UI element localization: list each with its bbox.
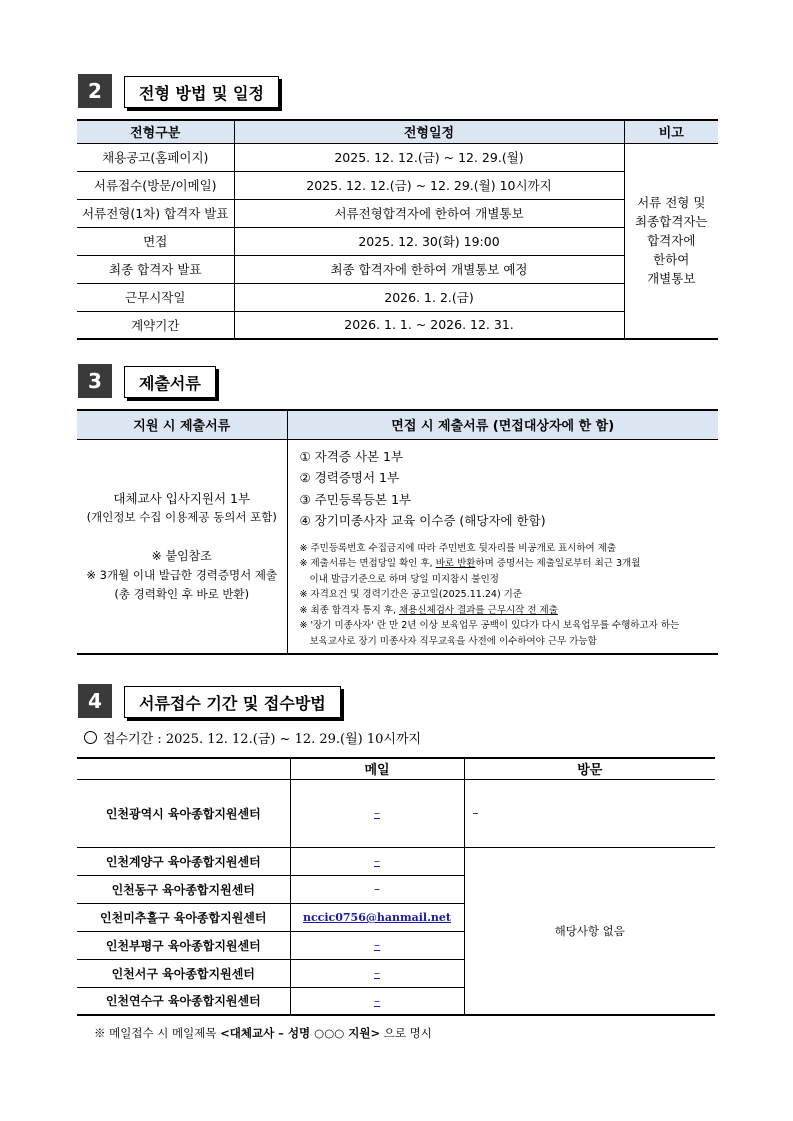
header-apply-docs: 지원 시 제출서류 [77,410,287,439]
doc-note: ※ 제출서류는 면접당일 확인 후, 바로 반환하며 증명서는 제출일로부터 최근 3개월 [299,558,641,569]
interview-doc-item: ① 자격증 사본 1부 [299,448,404,464]
cell-visit: – [464,779,715,847]
apply-doc-line: ※ 3개월 이내 발급한 경력증명서 제출 [86,567,278,582]
header-visit: 방문 [464,758,715,779]
circle-bullet-icon [84,731,97,744]
table-row [77,779,715,847]
schedule-table [77,119,718,340]
section-3-title: 제출서류 [124,366,216,398]
cell-mail [290,931,464,959]
cell-schedule: 2025. 12. 12.(금) ~ 12. 29.(월) 10시까지 [234,171,624,199]
submission-period-text: 접수기간 : 2025. 12. 12.(금) ~ 12. 29.(월) 10시까지 [103,732,422,747]
section-2-title: 전형 방법 및 일정 [124,76,279,108]
interview-doc-item: ③ 주민등록등본 1부 [299,491,412,507]
header-mail: 메일 [290,758,464,779]
section-2-header [78,74,318,108]
cell-category: 최종 합격자 발표 [77,255,234,283]
submission-period [84,728,421,747]
section-4-title: 서류접수 기간 및 접수방법 [124,686,341,718]
header-interview-docs: 면접 시 제출서류 (면접대상자에 한 함) [287,410,718,439]
table-row [77,847,715,875]
cell-schedule: 최종 합격자에 한하여 개별통보 예정 [234,255,624,283]
table-row [77,171,718,199]
section-2-number: 2 [78,74,112,108]
documents-table [77,409,718,655]
cell-org: 인천서구 육아종합지원센터 [77,959,290,987]
cell-category: 면접 [77,227,234,255]
cell-category: 채용공고(홈페이지) [77,143,234,171]
doc-note: 이내 발급기준으로 하며 당일 미지참시 불인정 [309,573,499,585]
mail-link[interactable]: – [374,854,380,868]
cell-note [624,143,718,339]
cell-org: 인천광역시 육아종합지원센터 [77,779,290,847]
mail-link[interactable]: – [374,993,380,1008]
header-note: 비고 [624,120,718,143]
mail-link[interactable]: – [374,966,380,980]
cell-schedule: 서류전형합격자에 한하여 개별통보 [234,199,624,227]
email-subject-footnote: ※ 메일접수 시 메일제목 <대체교사 – 성명 ○○○ 지원> 으로 명시 [94,1026,432,1040]
cell-schedule: 2026. 1. 2.(금) [234,283,624,311]
cell-mail [290,903,464,931]
doc-note: ※ '장기 미종사자' 란 만 2년 이상 보육업무 공백이 있다가 다시 보육업무를 수행하고자 하는 [299,620,680,631]
cell-mail [290,959,464,987]
cell-category: 근무시작일 [77,283,234,311]
cell-schedule: 2026. 1. 1. ~ 2026. 12. 31. [234,311,624,339]
cell-category: 서류전형(1차) 합격자 발표 [77,199,234,227]
apply-doc-line: (총 경력확인 후 바로 반환) [114,586,250,601]
apply-docs-cell [77,439,287,654]
apply-doc-line: (개인정보 수집 이용제공 동의서 포함) [86,509,277,524]
note-line: 개별통보 [647,271,696,287]
apply-doc-line: ※ 붙임참조 [151,548,212,563]
doc-note: ※ 최종 합격자 통지 후, 채용신체검사 결과를 근무시작 전 제출 [299,604,558,616]
cell-category: 서류접수(방문/이메일) [77,171,234,199]
cell-schedule: 2025. 12. 30(화) 19:00 [234,227,624,255]
table-row [77,227,718,255]
table-row [77,255,718,283]
section-3-header [78,364,258,398]
header-schedule: 전형일정 [234,120,624,143]
cell-org: 인천동구 육아종합지원센터 [77,875,290,903]
cell-org: 인천연수구 육아종합지원센터 [77,987,290,1015]
mail-link[interactable]: – [374,806,380,820]
note-line: 서류 전형 및 [637,195,706,211]
cell-category: 계약기간 [77,311,234,339]
submission-table [77,757,715,1016]
cell-org: 인천계양구 육아종합지원센터 [77,847,290,875]
interview-doc-item: ④ 장기미종사자 교육 이수증 (해당자에 한함) [299,513,546,528]
doc-note: ※ 자격요건 및 경력기간은 공고일(2025.11.24) 기준 [299,589,523,600]
cell-org: 인천미추홀구 육아종합지원센터 [77,903,290,931]
table-row [77,311,718,339]
header-org [77,758,290,779]
cell-org: 인천부평구 육아종합지원센터 [77,931,290,959]
note-line: 합격자에 [647,233,696,249]
cell-mail [290,779,464,847]
doc-note: 보육교사로 장기 미종사자 직무교육을 사전에 이수하여야 근무 가능함 [309,635,597,647]
section-3-number: 3 [78,364,112,398]
interview-doc-item: ② 경력증명서 1부 [299,470,400,485]
section-4-header [78,684,378,718]
note-line: 한하여 [653,252,690,268]
cell-mail [290,987,464,1015]
mail-link[interactable]: – [374,938,380,952]
table-row [77,283,718,311]
table-row [77,143,718,171]
note-line: 최종합격자는 [635,214,708,230]
interview-docs-cell [287,439,718,654]
doc-note: ※ 주민등록번호 수집금지에 따라 주민번호 뒷자리를 비공개로 표시하여 제출 [299,542,617,554]
header-category: 전형구분 [77,120,234,143]
mail-link[interactable]: nccic0756@hanmail.net [302,911,452,924]
apply-doc-line: 대체교사 입사지원서 1부 [113,490,251,506]
table-row [77,199,718,227]
section-4-number: 4 [78,684,112,718]
cell-schedule: 2025. 12. 12.(금) ~ 12. 29.(월) [234,143,624,171]
cell-visit-merged: 해당사항 없음 [464,847,715,1015]
cell-mail [290,847,464,875]
cell-mail: – [290,875,464,903]
